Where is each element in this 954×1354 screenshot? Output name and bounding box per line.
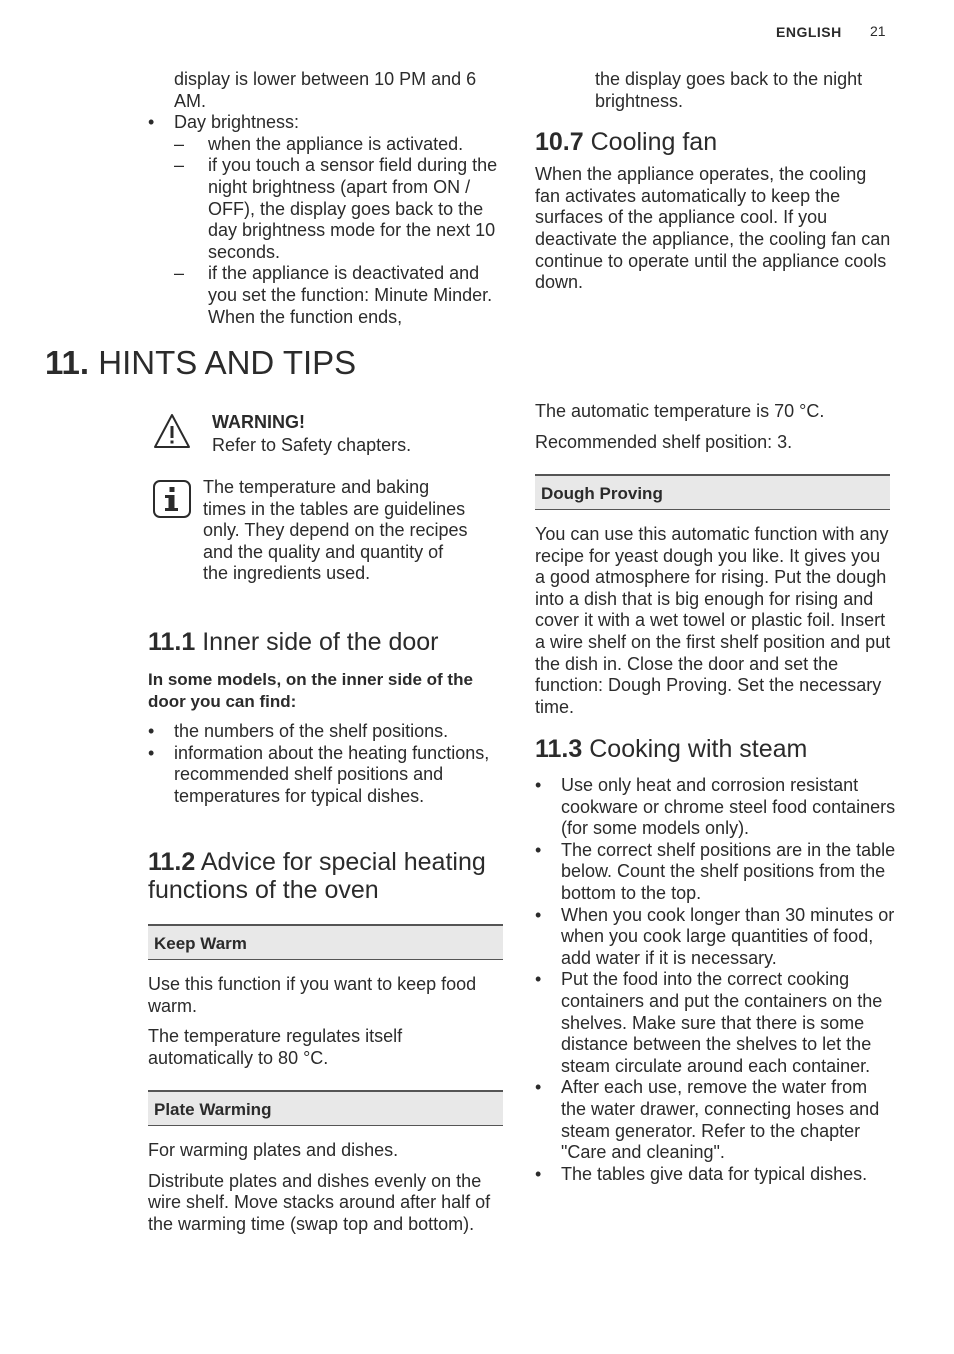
warning-title: WARNING! [212,412,305,432]
list-item: • When you cook longer than 30 minutes or when you cook large quantities of food, add water if it is necessary. [535,905,897,970]
keep-warm-paragraph: The temperature regulates itself automatically to 80 °C. [148,1026,403,1068]
steam-list [535,775,897,1185]
list-item [148,112,508,328]
list-item-label: Day brightness: [174,112,300,133]
section-11-3 [535,735,897,1185]
section-heading-11-2 [148,848,508,904]
dough-proving-paragraph: You can use this automatic function with any recipe for yeast dough you like. It gives you a good atmosphere for rising. Put the dough into a dish that is big enough for rising and cover it with a wet towel or plastic foil. Insert a wire shelf on the first shelf position and put the dish in. Close the door and set the function: Dough Proving. Set the necessary time. [535,524,891,717]
list-item: • information about the heating functions, recommended shelf positions and temperatures for typical dishes. [148,743,508,808]
list-item: – if the appliance is deactivated and you set the function: Minute Minder. When the function ends, [174,263,508,328]
list-item: • Use only heat and corrosion resistant cookware or chrome steel food containers (for some models only). [535,775,897,840]
plate-warming-paragraph: For warming plates and dishes. [148,1140,399,1160]
shelf-position-text: Recommended shelf position: 3. [535,431,793,452]
continued-text: the display goes back to the night brightness. [595,69,863,111]
keep-warm-paragraph: Use this function if you want to keep food warm. [148,974,477,1016]
door-list [148,721,508,807]
warning-text: Refer to Safety chapters. [212,434,412,455]
info-icon [152,479,192,519]
auto-temp-text: The automatic temperature is 70 °C. [535,401,825,421]
list-item: • The correct shelf positions are in the table below. Count the shelf positions from the bottom to the top. [535,840,897,905]
plate-warming-body [148,1140,500,1235]
section-number: 11.2 [148,848,196,876]
section-heading-11-3 [535,735,897,763]
chapter-name: HINTS AND TIPS [98,344,357,381]
dough-proving-body [535,524,895,718]
section-title: Cooking with steam [589,735,808,763]
list-item: • the numbers of the shelf positions. [148,721,508,743]
warning-icon [152,412,192,452]
list-item: – if you touch a sensor field during the night brightness (apart from ON / OFF), the display goes back to the day brightness mode for the next 10 seconds. [174,155,508,263]
list-item: • After each use, remove the water from the water drawer, connecting hoses and steam generator. Refer to the chapter "Care and cleaning". [535,1077,897,1163]
section-11-2 [148,848,508,904]
section-number: 11.1 [148,628,196,656]
col1-top [148,69,508,328]
plate-warming-paragraph: Distribute plates and dishes evenly on the wire shelf. Move stacks around after half of the warming time (swap top and bottom). [148,1170,491,1234]
info-block [203,477,473,585]
section-heading-11-1 [148,628,508,656]
section-title: Cooling fan [590,128,718,157]
section-number: 11.3 [535,735,583,763]
cooling-fan-paragraph: When the appliance operates, the cooling fan activates automatically to keep the surfaces of the appliance cool. If you deactivate the appliance, the cooling fan can continue to operate until the appliance cools down. [535,164,891,293]
col2-mid [535,401,895,453]
section-number: 10.7 [535,128,584,157]
plate-warming-heading: Plate Warming [148,1090,503,1126]
col2-top [535,69,895,294]
dash-list [174,134,508,328]
brightness-list [148,112,508,328]
keep-warm-body [148,974,488,1069]
section-title: Inner side of the door [202,628,439,656]
section-11-1 [148,628,508,808]
chapter-number: 11. [45,344,90,381]
list-item: • Put the food into the correct cooking containers and put the containers on the shelves. Make sure that there is some distance between the shelves to let the steam circulate around each container. [535,969,897,1077]
section-lead: In some models, on the inner side of the door you can find: [148,670,473,711]
header-language: ENGLISH [776,24,842,40]
info-text: The temperature and baking times in the tables are guidelines only. They depend on the recipes and the quality and quantity of the ingredients used. [203,477,468,584]
continued-text: display is lower between 10 PM and 6 AM. [174,69,477,111]
section-heading-10-7 [535,128,895,156]
dough-proving-heading: Dough Proving [535,474,890,510]
section-title: Advice for special heating functions of the oven [148,848,486,904]
list-item: • The tables give data for typical dishes. [535,1164,897,1186]
page-number: 21 [870,23,886,39]
chapter-title [45,345,356,381]
warning-block [212,412,512,456]
list-item: – when the appliance is activated. [174,134,508,156]
keep-warm-heading: Keep Warm [148,924,503,960]
